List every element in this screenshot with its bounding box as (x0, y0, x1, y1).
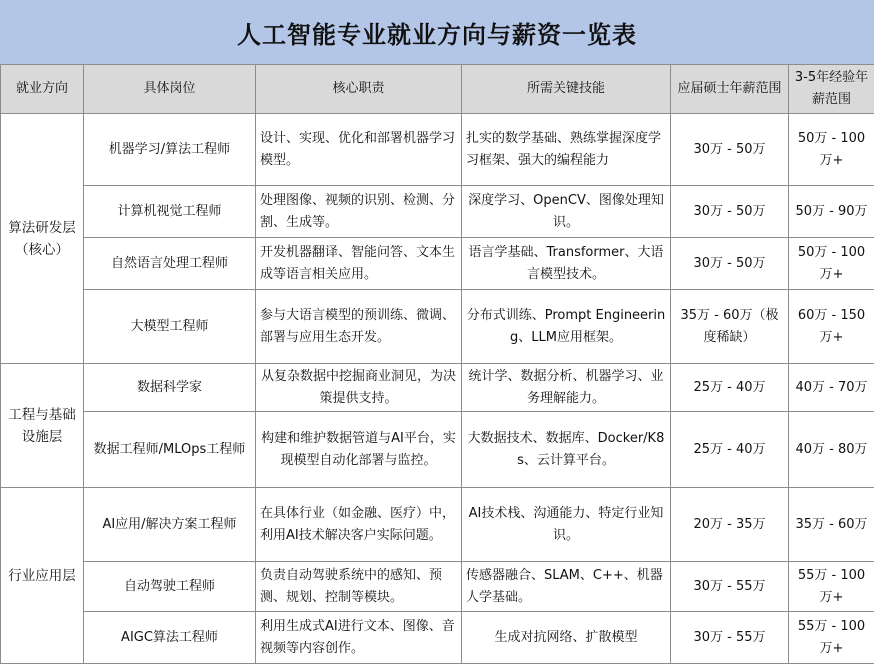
position-cell: 计算机视觉工程师 (84, 186, 256, 238)
table-row (1, 114, 874, 186)
category-cell: 行业应用层 (1, 488, 84, 664)
skills-cell: 生成对抗网络、扩散模型 (462, 612, 671, 664)
skills-cell: 分布式训练、Prompt Engineering、LLM应用框架。 (462, 290, 671, 364)
position-cell: 自然语言处理工程师 (84, 238, 256, 290)
table-row (1, 290, 874, 364)
exp-salary-cell: 55万 - 100万+ (789, 562, 874, 612)
fresh-salary-cell: 30万 - 55万 (671, 562, 789, 612)
skills-cell: 传感器融合、SLAM、C++、机器人学基础。 (462, 562, 671, 612)
category-cell: 算法研发层（核心） (1, 114, 84, 364)
page-title: 人工智能专业就业方向与薪资一览表 (0, 0, 874, 65)
duty-cell: 构建和维护数据管道与AI平台，实现模型自动化部署与监控。 (256, 412, 462, 488)
exp-salary-cell: 35万 - 60万 (789, 488, 874, 562)
fresh-salary-cell: 30万 - 50万 (671, 114, 789, 186)
salary-table (0, 64, 874, 664)
skills-cell: AI技术栈、沟通能力、特定行业知识。 (462, 488, 671, 562)
exp-salary-cell: 50万 - 90万 (789, 186, 874, 238)
duty-cell: 在具体行业（如金融、医疗）中，利用AI技术解决客户实际问题。 (256, 488, 462, 562)
position-cell: 自动驾驶工程师 (84, 562, 256, 612)
header-cell: 核心职责 (256, 65, 462, 114)
fresh-salary-cell: 35万 - 60万（极度稀缺） (671, 290, 789, 364)
fresh-salary-cell: 30万 - 55万 (671, 612, 789, 664)
duty-cell: 设计、实现、优化和部署机器学习模型。 (256, 114, 462, 186)
duty-cell: 处理图像、视频的识别、检测、分割、生成等。 (256, 186, 462, 238)
header-row (1, 65, 874, 114)
exp-salary-cell: 50万 - 100万+ (789, 238, 874, 290)
duty-cell: 从复杂数据中挖掘商业洞见，为决策提供支持。 (256, 364, 462, 412)
duty-cell: 利用生成式AI进行文本、图像、音视频等内容创作。 (256, 612, 462, 664)
skills-cell: 语言学基础、Transformer、大语言模型技术。 (462, 238, 671, 290)
position-cell: 数据科学家 (84, 364, 256, 412)
skills-cell: 大数据技术、数据库、Docker/K8s、云计算平台。 (462, 412, 671, 488)
table-row (1, 238, 874, 290)
position-cell: 大模型工程师 (84, 290, 256, 364)
duty-cell: 开发机器翻译、智能问答、文本生成等语言相关应用。 (256, 238, 462, 290)
position-cell: 数据工程师/MLOps工程师 (84, 412, 256, 488)
position-cell: AIGC算法工程师 (84, 612, 256, 664)
duty-cell: 参与大语言模型的预训练、微调、部署与应用生态开发。 (256, 290, 462, 364)
fresh-salary-cell: 30万 - 50万 (671, 186, 789, 238)
fresh-salary-cell: 25万 - 40万 (671, 412, 789, 488)
header-cell: 就业方向 (1, 65, 84, 114)
skills-cell: 统计学、数据分析、机器学习、业务理解能力。 (462, 364, 671, 412)
table-row (1, 562, 874, 612)
header-cell: 所需关键技能 (462, 65, 671, 114)
exp-salary-cell: 60万 - 150万+ (789, 290, 874, 364)
table-row (1, 412, 874, 488)
header-cell: 应届硕士年薪范围 (671, 65, 789, 114)
table-row (1, 364, 874, 412)
skills-cell: 深度学习、OpenCV、图像处理知识。 (462, 186, 671, 238)
table-row (1, 612, 874, 664)
position-cell: 机器学习/算法工程师 (84, 114, 256, 186)
header-cell: 具体岗位 (84, 65, 256, 114)
duty-cell: 负责自动驾驶系统中的感知、预测、规划、控制等模块。 (256, 562, 462, 612)
category-cell: 工程与基础设施层 (1, 364, 84, 488)
header-cell: 3-5年经验年薪范围 (789, 65, 874, 114)
exp-salary-cell: 50万 - 100万+ (789, 114, 874, 186)
table-row (1, 488, 874, 562)
exp-salary-cell: 40万 - 70万 (789, 364, 874, 412)
position-cell: AI应用/解决方案工程师 (84, 488, 256, 562)
fresh-salary-cell: 20万 - 35万 (671, 488, 789, 562)
table-row (1, 186, 874, 238)
exp-salary-cell: 55万 - 100万+ (789, 612, 874, 664)
fresh-salary-cell: 25万 - 40万 (671, 364, 789, 412)
fresh-salary-cell: 30万 - 50万 (671, 238, 789, 290)
exp-salary-cell: 40万 - 80万 (789, 412, 874, 488)
skills-cell: 扎实的数学基础、熟练掌握深度学习框架、强大的编程能力 (462, 114, 671, 186)
